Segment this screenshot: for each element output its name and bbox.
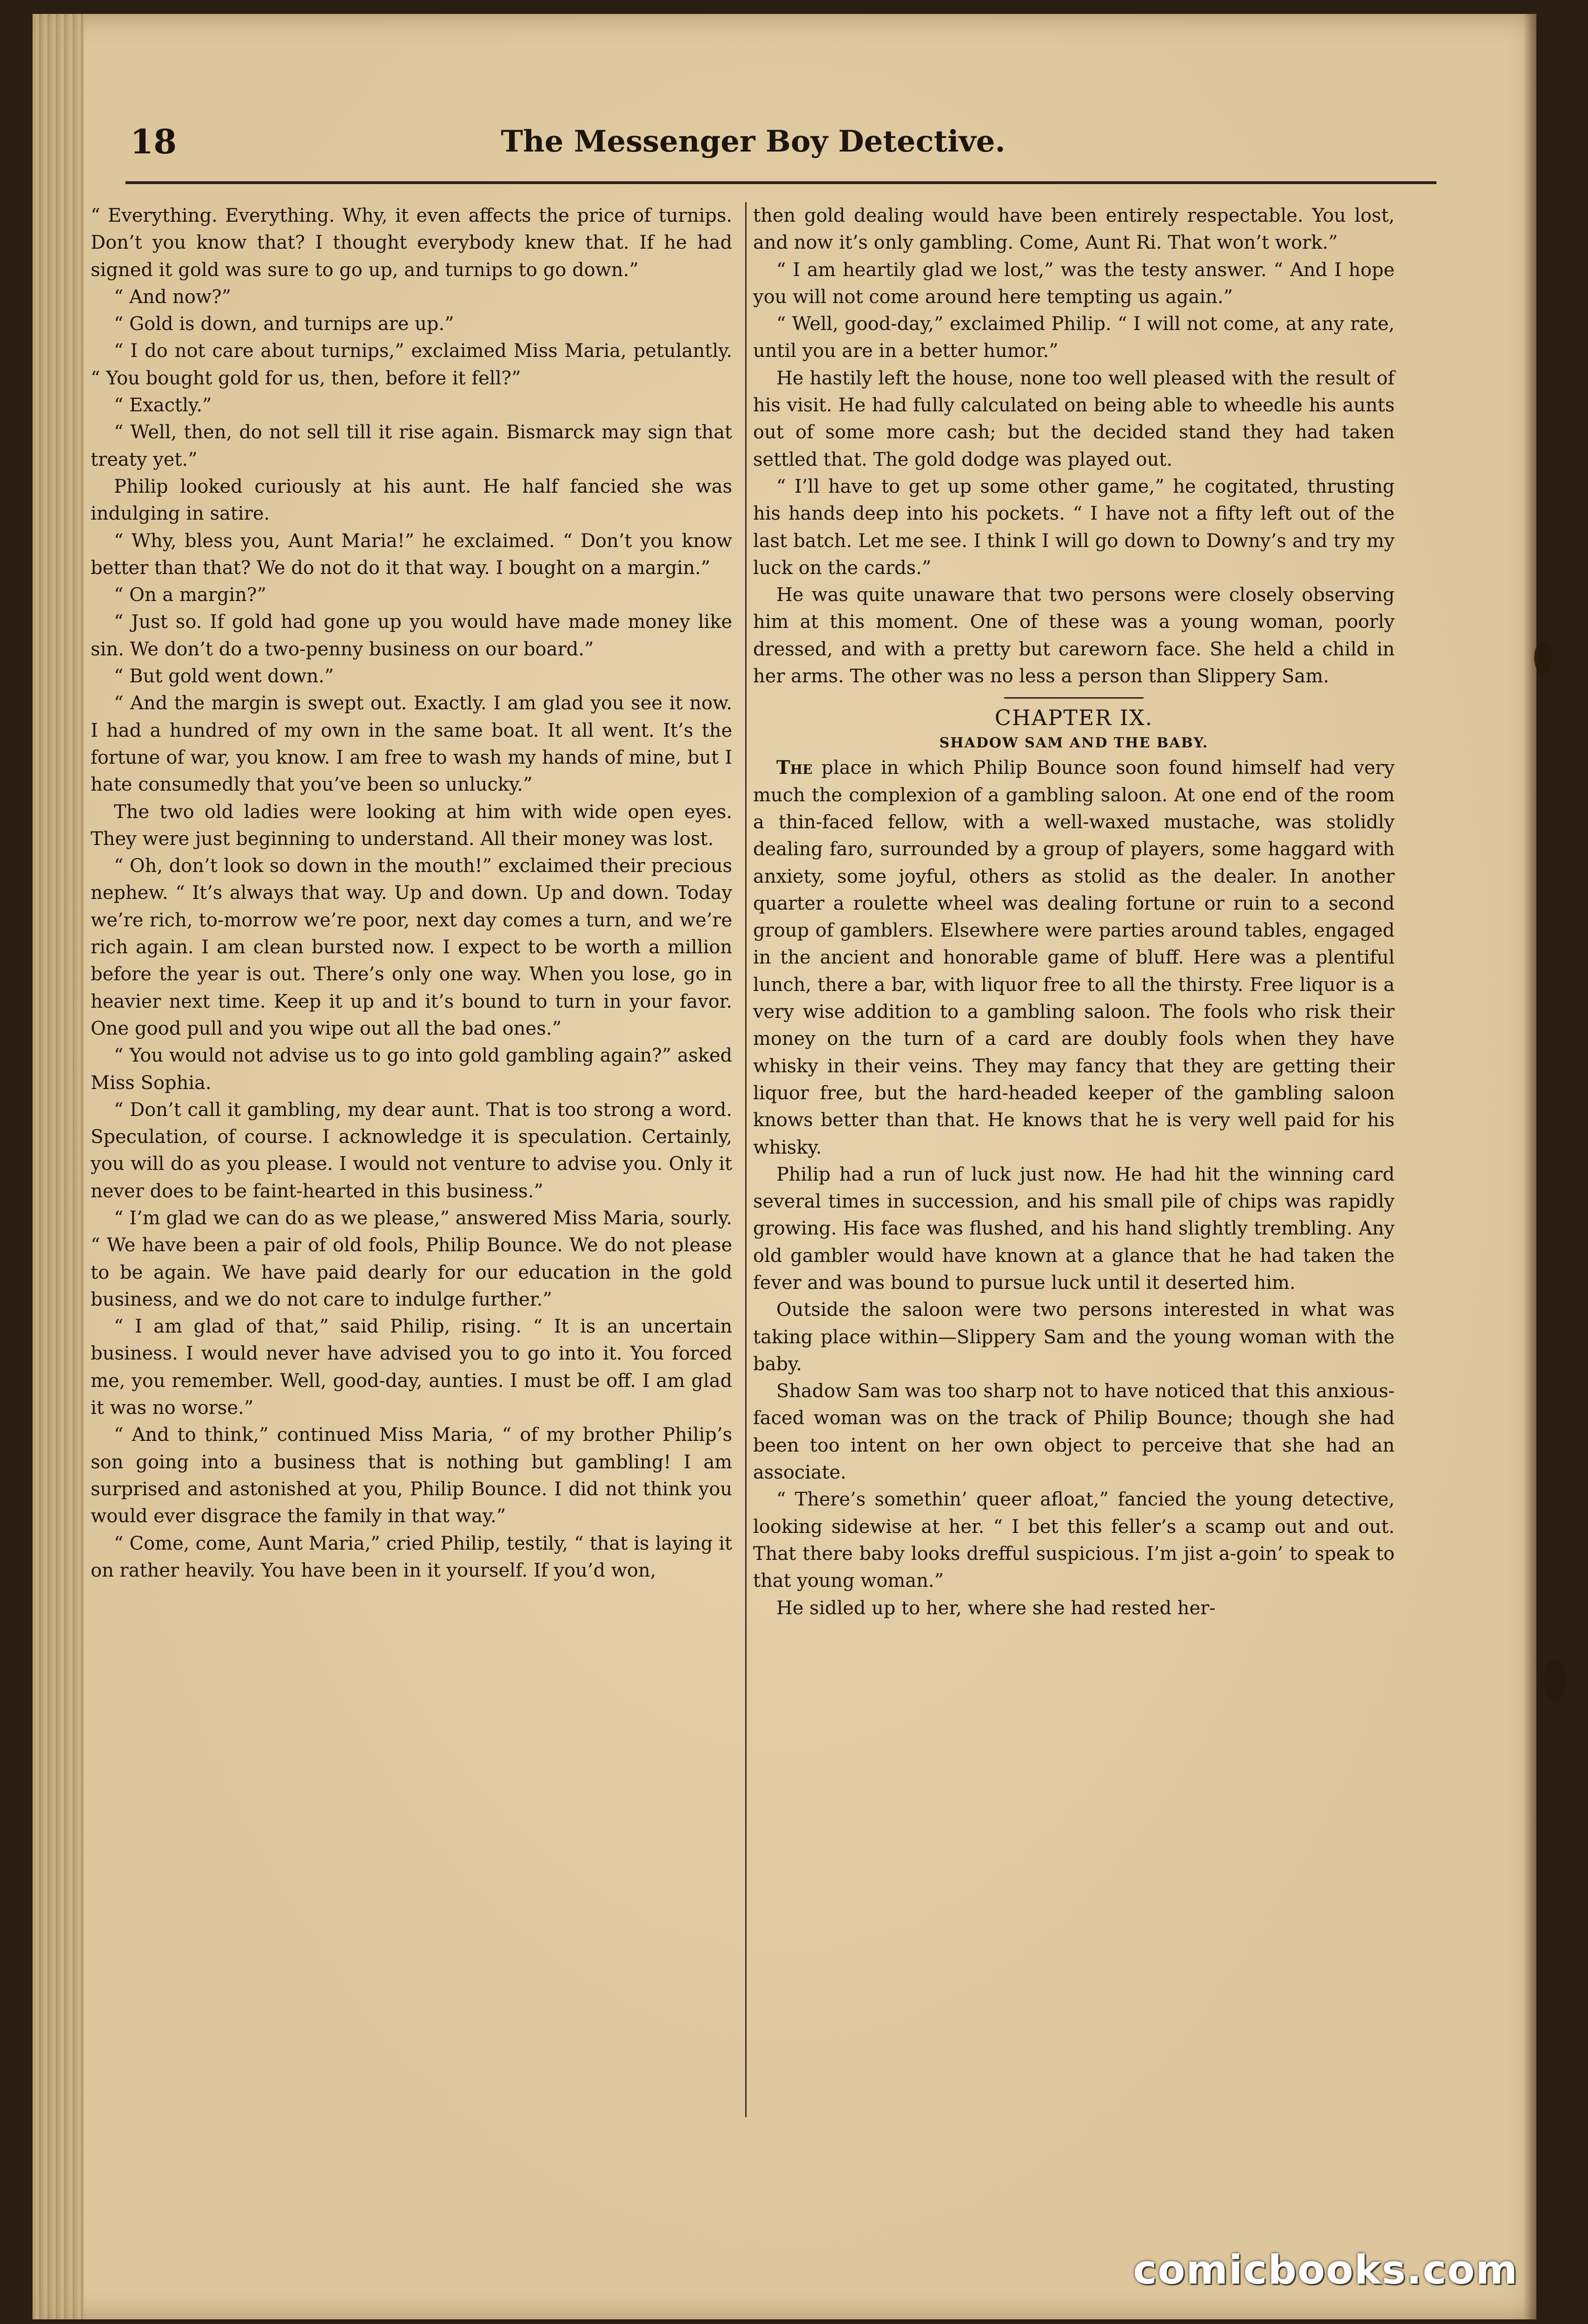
paragraph: “ There’s somethin’ queer afloat,” fancied the young detective, looking sidewise at her. “ I bet this feller’s a scamp out and out. That there baby looks drefful suspicious. I’m jist a-goin’ to speak to that young woman.”: [753, 1489, 1395, 1592]
column-divider: [745, 202, 747, 2117]
paragraph: “ I do not care about turnips,” exclaimed Miss Maria, petulantly. “ You bought gold for us, then, before it fell?”: [91, 340, 732, 389]
chapter-subtitle: SHADOW SAM AND THE BABY.: [939, 735, 1209, 752]
paragraph: “ Come, come, Aunt Maria,” cried Philip, testily, “ that is laying it on rather heavily. You have been in it yourself. If you’d won,: [91, 1532, 732, 1581]
paragraph: “ Don’t call it gambling, my dear aunt. That is too strong a word. Speculation, of course. I acknowledge it is speculation. Certainly, you will do as you please. I would not venture to advise you. Only it never does to be faint-hearted in this business.”: [91, 1099, 732, 1202]
paragraph: “ But gold went down.”: [114, 666, 334, 687]
chapter-heading: [753, 697, 1395, 754]
paragraph: “ Oh, don’t look so down in the mouth!” exclaimed their precious nephew. “ It’s always that way. Up and down. Up and down. Today we’re rich, to-morrow we’re poor, next day comes a turn, and we’re rich again. I am clean bursted now. I expect to be worth a million before the year is out. There’s only one way. When you lose, go in heavier next time. Keep it up and it’s bound to turn in your favor. One good pull and you wipe out all the bad ones.”: [91, 855, 732, 1039]
paragraph: “ Just so. If gold had gone up you would have made money like sin. We don’t do a two-penny business on our board.”: [91, 611, 732, 660]
paragraph: “ And the margin is swept out. Exactly. I am glad you see it now. I had a hundred of my own in the same boat. It all went. It’s the fortune of war, you know. I am free to wash my hands of mine, but I hate consumedly that you’ve been so unlucky.”: [91, 693, 732, 796]
page-damage-mark: [1543, 1659, 1567, 1701]
paragraph: “ I’ll have to get up some other game,” he cogitated, thrusting his hands deep into his pockets. “ I have not a fifty left out of the last batch. Let me see. I think I will go down to Downy’s and try my luck on the cards.”: [753, 475, 1395, 579]
page-number: 18: [130, 122, 177, 161]
paragraph: Outside the saloon were two persons interested in what was taking place within—Slippery Sam and the young woman with the baby.: [753, 1299, 1395, 1375]
paragraph: “ Exactly.”: [114, 395, 212, 416]
paragraph: “ Why, bless you, Aunt Maria!” he exclaimed. “ Don’t you know better than that? We do not do it that way. I bought on a margin.”: [91, 530, 732, 579]
paragraph: The two old ladies were looking at him with wide open eyes. They were just beginning to understand. All their money was lost.: [91, 801, 732, 850]
right-column: [753, 202, 1395, 1622]
paragraph: Philip looked curiously at his aunt. He half fancied she was indulging in satire.: [91, 475, 732, 525]
paragraph: “ I am glad of that,” said Philip, rising. “ It is an uncertain business. I would never have advised you to go into it. You forced me, you remember. Well, good-day, aunties. I must be off. I am glad it was no worse.”: [91, 1316, 732, 1419]
binding-edge: [33, 14, 84, 2319]
page-edge-shadow: [1523, 14, 1536, 2319]
chapter-rule: [1004, 697, 1144, 699]
paragraph: Shadow Sam was too sharp not to have noticed that this anxious-faced woman was on the track of Philip Bounce; though she had been too intent on her own object to perceive that she had an associate.: [753, 1380, 1395, 1484]
lead-word: The: [776, 757, 813, 779]
left-column: [91, 202, 732, 1584]
paragraph: “ You would not advise us to go into gold gambling again?” asked Miss Sophia.: [91, 1045, 732, 1094]
paragraph: “ And now?”: [114, 286, 232, 308]
paragraph: “ Well, then, do not sell till it rise again. Bismarck may sign that treaty yet.”: [91, 422, 732, 470]
paragraph: “ I am heartily glad we lost,” was the testy answer. “ And I hope you will not come around here tempting us again.”: [753, 259, 1395, 308]
page-damage-mark: [1534, 641, 1553, 674]
header-rule: [126, 181, 1436, 184]
chapter-title: CHAPTER IX.: [994, 705, 1153, 731]
paragraph: “ Well, good-day,” exclaimed Philip. “ I will not come, at any rate, until you are in a better humor.”: [753, 313, 1395, 362]
paragraph: “ On a margin?”: [114, 584, 266, 606]
paragraph: Philip had a run of luck just now. He had hit the winning card several times in succession, and his small pile of chips was rapidly growing. His face was flushed, and his hand slightly trembling. Any old gambler would have known at a glance that he had taken the fever and was bound to pursue luck until it deserted him.: [753, 1163, 1395, 1294]
lead-text: place in which Philip Bounce soon found himself had very much the complexion of a gambling saloon. At one end of the room a thin-faced fellow, with a well-waxed mustache, was stolidly dealing faro, surrounded by a group of players, some haggard with anxiety, some joyful, others as stolid as the dealer. In another quarter a roulette wheel was dealing fortune or ruin to a second group of gamblers. Elsewhere were parties around tables, engaged in the ancient and honorable game of bluff. Here was a plentiful lunch, there a bar, with liquor free to all the thirsty. Free liquor is a very wise addition to a gambling saloon. The fools who risk their money on the turn of a card are doubly fools when they have whisky in their veins. They may fancy that they are getting their liquor free, but the hard-headed keeper of the gambling saloon knows better than that. He knows that he is very well paid for his whisky.: [753, 757, 1395, 1158]
paragraph: “ And to think,” continued Miss Maria, “ of my brother Philip’s son going into a business that is nothing but gambling! I am surprised and astonished at you, Philip Bounce. I did not think you would ever disgrace the family in that way.”: [91, 1424, 732, 1527]
paragraph: then gold dealing would have been entirely respectable. You lost, and now it’s only gambling. Come, Aunt Ri. That won’t work.”: [753, 205, 1395, 254]
running-title: The Messenger Boy Detective.: [501, 124, 1006, 159]
paragraph: “ Everything. Everything. Why, it even affects the price of turnips. Don’t you know that? I thought everybody knew that. If he had signed it gold was sure to go up, and turnips to go down.”: [91, 205, 732, 281]
paragraph: “ I’m glad we can do as we please,” answered Miss Maria, sourly. “ We have been a pair of old fools, Philip Bounce. We do not please to be again. We have paid dearly for our education in the gold business, and we do not care to indulge further.”: [91, 1207, 732, 1310]
paragraph: “ Gold is down, and turnips are up.”: [114, 313, 454, 335]
watermark: comicbooks.com: [1133, 2247, 1518, 2293]
paragraph: He hastily left the house, none too well pleased with the result of his visit. He had fully calculated on being able to wheedle his aunts out of some more cash; but the decided stand they had taken settled that. The gold dodge was played out.: [753, 367, 1395, 470]
chapter-lead-paragraph: [753, 754, 1395, 1161]
page-header: [79, 116, 1427, 177]
paragraph: He sidled up to her, where she had rested her-: [776, 1597, 1216, 1619]
paragraph: He was quite unaware that two persons were closely observing him at this moment. One of these was a young woman, poorly dressed, and with a pretty but careworn face. She held a child in her arms. The other was no less a person than Slippery Sam.: [753, 584, 1395, 687]
